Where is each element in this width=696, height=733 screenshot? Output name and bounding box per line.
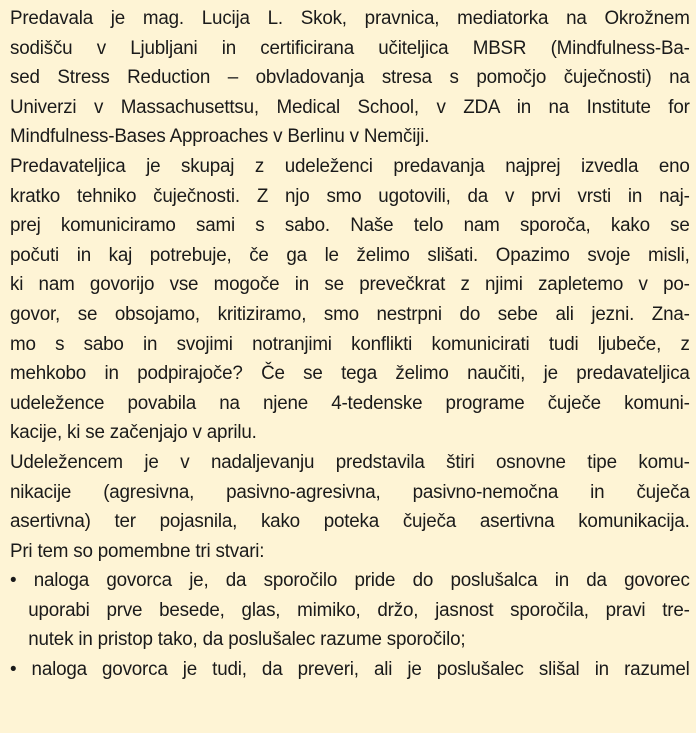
text-line: kacije, ki se začenjajo v aprilu.	[10, 421, 257, 444]
paragraph-technique	[10, 152, 690, 448]
paragraph-intro	[10, 4, 690, 152]
text-line: prej komuniciramo sami s sabo. Naše telo nam sporoča, kako se	[10, 214, 690, 237]
text-line: Predavala je mag. Lucija L. Skok, pravnica, mediatorka na Okrožnem	[10, 7, 690, 29]
text-line: Pri tem so pomembne tri stvari:	[10, 539, 265, 562]
text-line: Mindfulness-Bases Approaches v Berlinu v Nemčiji.	[10, 125, 430, 148]
text-line: asertivna) ter pojasnila, kako poteka čuječa asertivna komunikacija.	[10, 510, 690, 533]
text-line: nikacije (agresivna, pasivno-agresivna, pasivno-nemočna in čuječa	[10, 480, 690, 503]
bullet-item-speaker-task	[10, 566, 690, 655]
bullet-item-speaker-check	[10, 655, 690, 685]
text-line: sodišču v Ljubljani in certificirana učiteljica MBSR (Mindfulness-Ba-	[10, 36, 690, 59]
text-line: sed Stress Reduction – obvladovanja stresa s pomočjo čuječnosti) na	[10, 66, 690, 89]
text-line: Univerzi v Massachusettsu, Medical School, v ZDA in na Institute for	[10, 95, 690, 118]
text-line: mo s sabo in svojimi notranjimi konflikti komunicirati tudi ljubeče, z	[10, 332, 690, 355]
text-line: Predavateljica je skupaj z udeleženci predavanja najprej izvedla eno	[10, 155, 690, 177]
bullet-line: • naloga govorca je, da sporočilo pride do poslušalca in da govorec	[10, 569, 690, 591]
bullet-line: uporabi prve besede, glas, mimiko, držo, jasnost sporočila, pravi tre-	[28, 598, 690, 621]
text-line: govor, se obsojamo, kritiziramo, smo nestrpni do sebe ali jezni. Zna-	[10, 302, 690, 325]
text-line: počuti in kaj potrebuje, če ga le želimo slišati. Opazimo svoje misli,	[10, 243, 690, 266]
text-line: mehkobo in podpirajoče? Če se tega želimo naučiti, je predavateljica	[10, 362, 690, 385]
bullet-line: • naloga govorca je tudi, da preveri, ali je poslušalec slišal in razumel	[10, 658, 690, 680]
text-line: ki nam govorijo vse mogoče in se prevečkrat z njimi zapletemo v po-	[10, 273, 690, 296]
text-line: kratko tehniko čuječnosti. Z njo smo ugotovili, da v prvi vrsti in naj-	[10, 184, 690, 207]
text-line: Udeležencem je v nadaljevanju predstavila štiri osnovne tipe komu-	[10, 451, 690, 473]
paragraph-communication-types	[10, 448, 690, 566]
text-line: udeležence povabila na njene 4-tedenske programe čuječe komuni-	[10, 391, 690, 414]
bullet-line: nutek in pristop tako, da poslušalec razume sporočilo;	[28, 628, 466, 651]
